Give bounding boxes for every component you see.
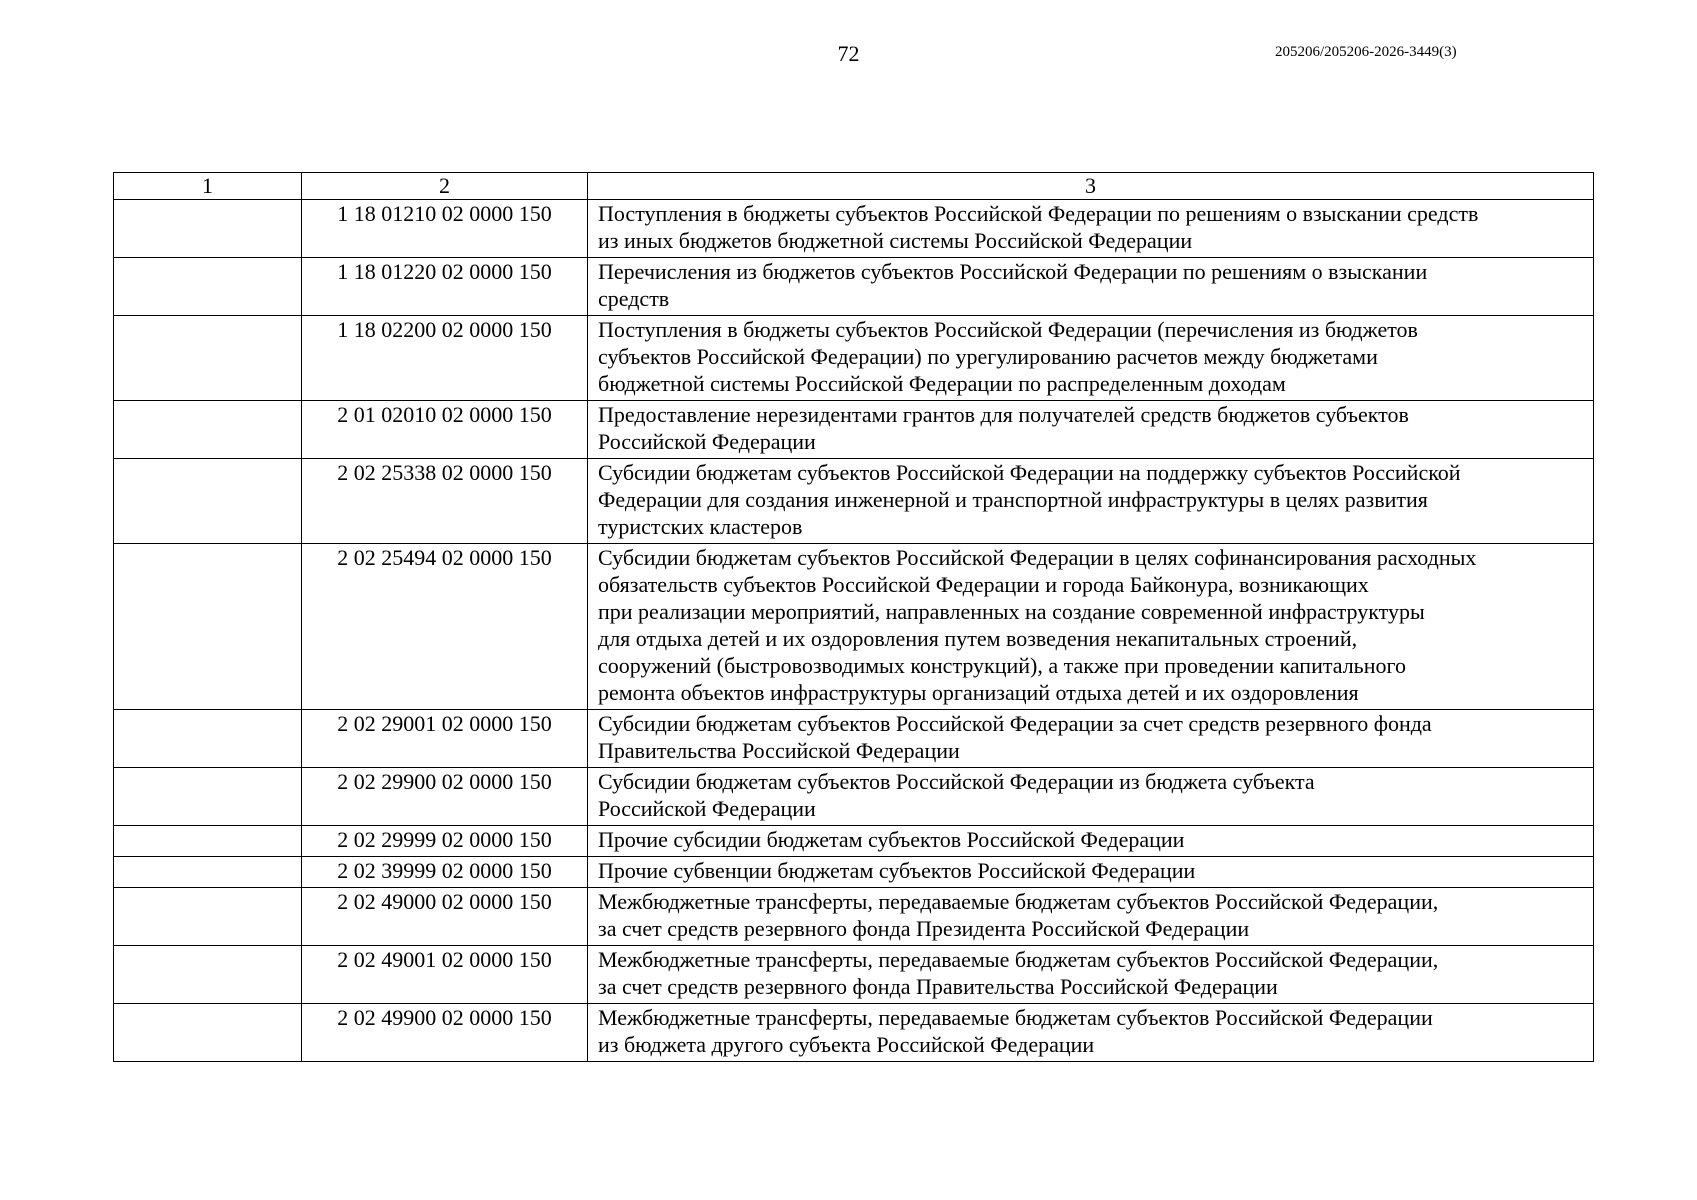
table-row <box>114 768 1594 826</box>
page-number: 72 <box>837 41 860 66</box>
description-line: средств <box>598 286 670 311</box>
description-line: обязательств субъектов Российской Федерации и города Байконура, возникающих <box>598 572 1369 597</box>
column-header-2: 2 <box>302 173 588 200</box>
budget-code-cell: 2 02 29001 02 0000 150 <box>302 710 588 768</box>
document-code: 205206/205206-2026-3449(3) <box>1275 44 1457 60</box>
row-column-1-cell <box>114 710 302 768</box>
table-row <box>114 826 1594 857</box>
table-row <box>114 544 1594 710</box>
budget-code-cell: 2 02 49000 02 0000 150 <box>302 888 588 946</box>
description-cell <box>588 826 1594 857</box>
table-header-row <box>114 173 1594 200</box>
description-line: Субсидии бюджетам субъектов Российской Федерации за счет средств резервного фонда <box>598 711 1432 736</box>
table-row <box>114 200 1594 258</box>
description-line: Предоставление нерезидентами грантов для получателей средств бюджетов субъектов <box>598 402 1409 427</box>
row-column-1-cell <box>114 258 302 316</box>
description-line: Субсидии бюджетам субъектов Российской Федерации на поддержку субъектов Российской <box>598 460 1461 485</box>
row-column-1-cell <box>114 544 302 710</box>
description-line: Субсидии бюджетам субъектов Российской Федерации из бюджета субъекта <box>598 769 1315 794</box>
table-row <box>114 459 1594 544</box>
table-body <box>114 173 1594 1062</box>
description-line: Прочие субвенции бюджетам субъектов Российской Федерации <box>598 858 1196 883</box>
table-row <box>114 316 1594 401</box>
description-cell <box>588 946 1594 1004</box>
budget-code-cell: 2 02 39999 02 0000 150 <box>302 857 588 888</box>
row-column-1-cell <box>114 946 302 1004</box>
description-line: при реализации мероприятий, направленных на создание современной инфраструктуры <box>598 599 1425 624</box>
description-line: Прочие субсидии бюджетам субъектов Российской Федерации <box>598 827 1185 852</box>
budget-code-cell: 2 02 29999 02 0000 150 <box>302 826 588 857</box>
description-line: Перечисления из бюджетов субъектов Российской Федерации по решениям о взыскании <box>598 259 1428 284</box>
budget-code-cell: 2 02 25338 02 0000 150 <box>302 459 588 544</box>
table-row <box>114 401 1594 459</box>
description-cell <box>588 1004 1594 1062</box>
description-line: Межбюджетные трансферты, передаваемые бюджетам субъектов Российской Федерации, <box>598 947 1439 972</box>
description-line: из бюджета другого субъекта Российской Федерации <box>598 1032 1095 1057</box>
row-column-1-cell <box>114 200 302 258</box>
description-line: для отдыха детей и их оздоровления путем возведения некапитальных строений, <box>598 626 1358 651</box>
budget-code-cell: 1 18 02200 02 0000 150 <box>302 316 588 401</box>
description-line: Федерации для создания инженерной и транспортной инфраструктуры в целях развития <box>598 487 1428 512</box>
row-column-1-cell <box>114 1004 302 1062</box>
description-line: Российской Федерации <box>598 796 816 821</box>
column-header-3: 3 <box>588 173 1594 200</box>
description-line: туристских кластеров <box>598 514 803 539</box>
row-column-1-cell <box>114 888 302 946</box>
description-line: Межбюджетные трансферты, передаваемые бюджетам субъектов Российской Федерации, <box>598 889 1439 914</box>
description-cell <box>588 316 1594 401</box>
description-cell <box>588 459 1594 544</box>
description-cell <box>588 544 1594 710</box>
row-column-1-cell <box>114 826 302 857</box>
description-line: субъектов Российской Федерации) по урегулированию расчетов между бюджетами <box>598 344 1378 369</box>
description-line: Правительства Российской Федерации <box>598 738 960 763</box>
description-line: за счет средств резервного фонда Президента Российской Федерации <box>598 916 1250 941</box>
budget-code-cell: 1 18 01220 02 0000 150 <box>302 258 588 316</box>
description-line: Межбюджетные трансферты, передаваемые бюджетам субъектов Российской Федерации <box>598 1005 1433 1030</box>
description-line: бюджетной системы Российской Федерации по распределенным доходам <box>598 371 1286 396</box>
row-column-1-cell <box>114 316 302 401</box>
description-cell <box>588 401 1594 459</box>
description-cell <box>588 258 1594 316</box>
description-line: Поступления в бюджеты субъектов Российской Федерации (перечисления из бюджетов <box>598 317 1418 342</box>
description-line: Поступления в бюджеты субъектов Российской Федерации по решениям о взыскании средств <box>598 201 1479 226</box>
table-row <box>114 946 1594 1004</box>
description-cell <box>588 888 1594 946</box>
budget-code-cell: 2 02 49900 02 0000 150 <box>302 1004 588 1062</box>
description-line: ремонта объектов инфраструктуры организаций отдыха детей и их оздоровления <box>598 680 1359 705</box>
column-header-1: 1 <box>114 173 302 200</box>
table-row <box>114 857 1594 888</box>
budget-code-cell: 2 02 49001 02 0000 150 <box>302 946 588 1004</box>
table-row <box>114 710 1594 768</box>
budget-code-cell: 2 01 02010 02 0000 150 <box>302 401 588 459</box>
budget-code-cell: 2 02 29900 02 0000 150 <box>302 768 588 826</box>
description-cell <box>588 768 1594 826</box>
row-column-1-cell <box>114 459 302 544</box>
table-row <box>114 258 1594 316</box>
row-column-1-cell <box>114 768 302 826</box>
description-cell <box>588 857 1594 888</box>
budget-codes-table <box>113 172 1594 1062</box>
row-column-1-cell <box>114 857 302 888</box>
description-cell <box>588 710 1594 768</box>
description-line: Субсидии бюджетам субъектов Российской Федерации в целях софинансирования расходных <box>598 545 1477 570</box>
description-line: сооружений (быстровозводимых конструкций), а также при проведении капитального <box>598 653 1406 678</box>
description-line: Российской Федерации <box>598 429 816 454</box>
budget-code-cell: 2 02 25494 02 0000 150 <box>302 544 588 710</box>
description-cell <box>588 200 1594 258</box>
budget-code-cell: 1 18 01210 02 0000 150 <box>302 200 588 258</box>
description-line: за счет средств резервного фонда Правительства Российской Федерации <box>598 974 1278 999</box>
table-row <box>114 888 1594 946</box>
description-line: из иных бюджетов бюджетной системы Российской Федерации <box>598 228 1193 253</box>
row-column-1-cell <box>114 401 302 459</box>
table-row <box>114 1004 1594 1062</box>
